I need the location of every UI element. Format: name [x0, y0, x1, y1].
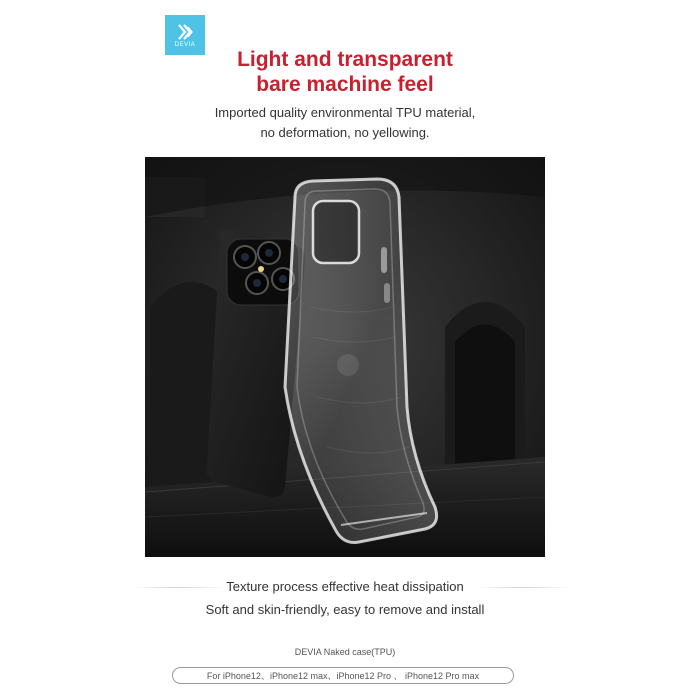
subtext-line-1: Imported quality environmental TPU material, — [214, 105, 476, 120]
headline-line-1: Light and transparent — [237, 48, 453, 71]
feature-line-1: Texture process effective heat dissipation — [226, 579, 464, 594]
logo-text: DEVIA — [174, 41, 196, 48]
subtext-line-2: no deformation, no yellowing. — [260, 125, 430, 140]
compatibility-pill — [172, 667, 514, 684]
compatibility-text: For iPhone12、iPhone12 max、iPhone12 Pro 、 iPhone12 Pro max — [206, 671, 480, 681]
devia-logo-icon — [175, 23, 195, 41]
product-photo — [145, 157, 545, 557]
phone-case-illustration — [145, 157, 545, 557]
product-name: DEVIA Naked case(TPU) — [294, 647, 396, 657]
headline-line-2: bare machine feel — [256, 73, 434, 96]
feature-line-2: Soft and skin-friendly, easy to remove and install — [205, 602, 485, 617]
